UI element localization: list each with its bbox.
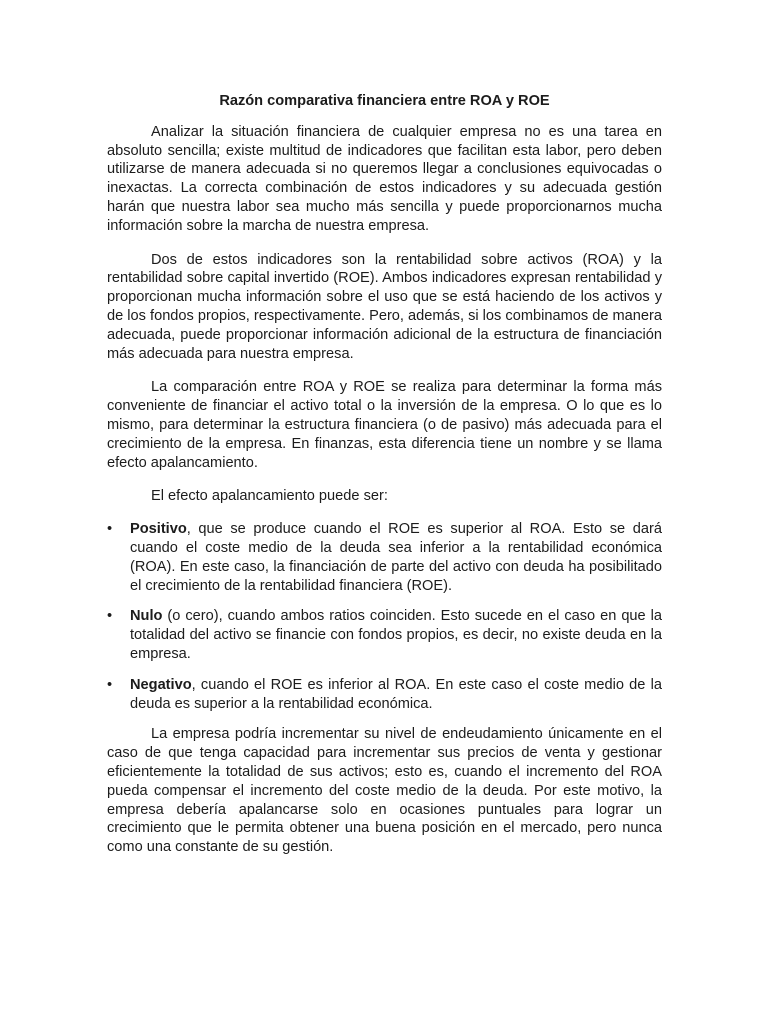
list-intro: El efecto apalancamiento puede ser:	[151, 488, 388, 505]
effects-list	[107, 520, 662, 713]
term-null: Nulo	[130, 608, 163, 625]
list-item-null	[107, 607, 662, 663]
bullet-icon: •	[107, 608, 113, 625]
paragraph-intro: Analizar la situación financiera de cualquier empresa no es una tarea en absoluto sencilla; existe multitud de indicadores que facilitan esta labor, pero deben utilizarse de manera adecuada si no queremos llegar a conclusiones equivocadas o inexactas. La correcta combinación de estos indicadores y su adecuada gestión harán que nuestra labor sea mucho más sencilla y puede proporcionarnos mucha información sobre la marcha de nuestra empresa.	[107, 123, 662, 234]
term-positive: Positivo	[130, 521, 187, 538]
term-negative: Negativo	[130, 676, 192, 693]
description-null: (o cero), cuando ambos ratios coinciden. Esto sucede en el caso en que la totalidad del activo se financie con fondos propios, es decir, no existe deuda en la empresa.	[130, 608, 662, 662]
description-negative: , cuando el ROE es inferior al ROA. En este caso el coste medio de la deuda es superior a la rentabilidad económica.	[130, 676, 662, 712]
list-item-negative	[107, 676, 662, 714]
bullet-icon: •	[107, 676, 113, 693]
list-item-positive	[107, 520, 662, 595]
bullet-icon: •	[107, 521, 113, 538]
paragraph-indicators: Dos de estos indicadores son la rentabilidad sobre activos (ROA) y la rentabilidad sobre capital invertido (ROE). Ambos indicadores expresan rentabilidad y proporcionan mucha información sobre el uso que se está haciendo de los activos y de los fondos propios, respectivamente. Pero, además, si los combinamos de manera adecuada, puede proporcionar información adicional de la estructura de financiación más adecuada para nuestra empresa.	[107, 251, 662, 362]
document-title: Razón comparativa financiera entre ROA y ROE	[219, 93, 550, 109]
description-positive: , que se produce cuando el ROE es superior al ROA. Esto se dará cuando el coste medio de la deuda sea inferior a la rentabilidad económica (ROA). En este caso, la financiación de parte del activo con deuda ha posibilitado el crecimiento de la rentabilidad financiera (ROE).	[130, 521, 662, 594]
paragraph-closing: La empresa podría incrementar su nivel de endeudamiento únicamente en el caso de que tenga capacidad para incrementar sus precios de venta y gestionar eficientemente la totalidad de sus activos; esto es, cuando el incremento del ROA pueda compensar el incremento del coste medio de la deuda. Por este motivo, la empresa debería apalancarse solo en ocasiones puntuales para lograr un crecimiento que le permita obtener una buena posición en el mercado, pero nunca como una constante de su gestión.	[107, 726, 662, 856]
paragraph-comparison: La comparación entre ROA y ROE se realiza para determinar la forma más conveniente de financiar el activo total o la inversión de la empresa. O lo que es lo mismo, para determinar la estructura financiera (o de pasivo) más adecuada para el crecimiento de la empresa. En finanzas, esta diferencia tiene un nombre y se llama efecto apalancamiento.	[107, 379, 662, 471]
